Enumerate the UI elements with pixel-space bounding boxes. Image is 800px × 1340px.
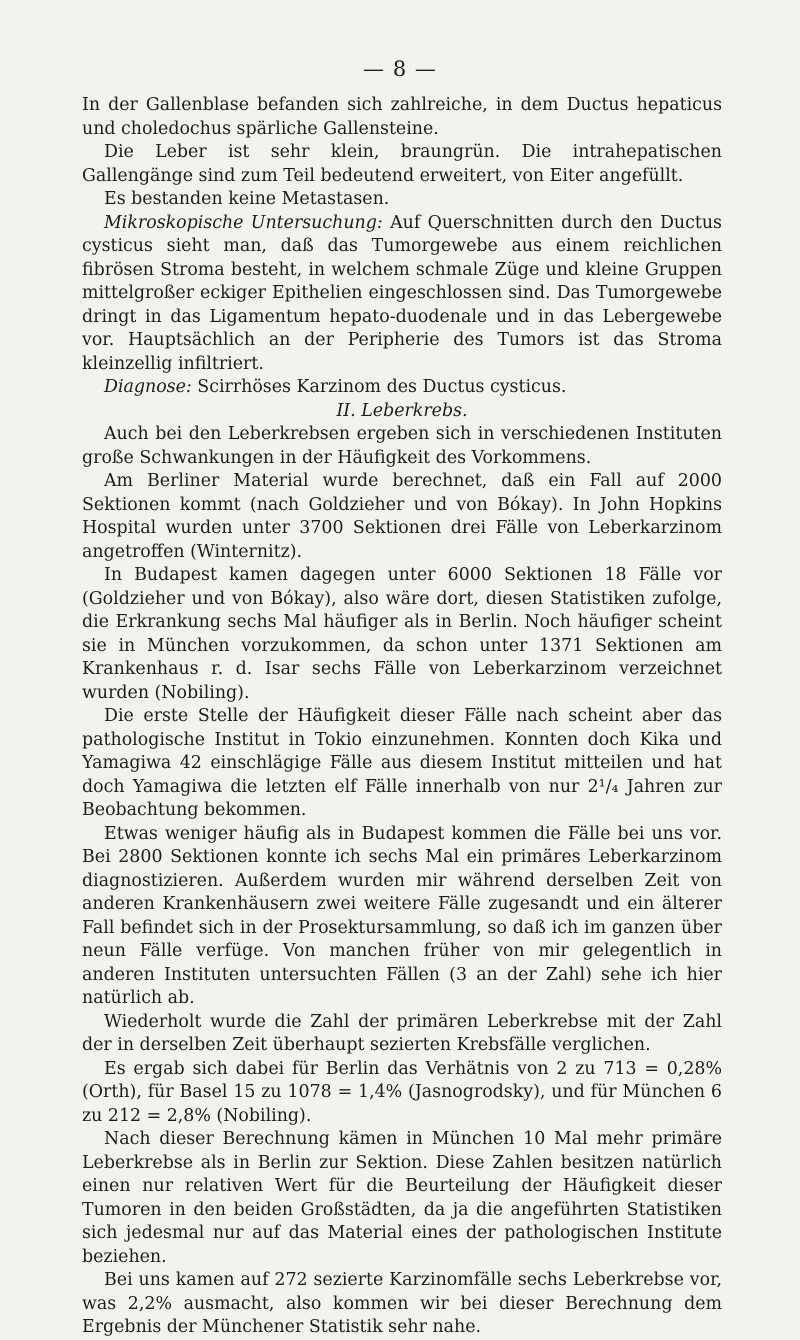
paragraph-text: Auf Querschnitten durch den Ductus cysticus sieht man, daß das Tumorgewebe aus einem reichlichen fibrösen Stroma besteht, in welchem schmale Züge und kleine Gruppen mittelgroßer eckiger Epithelien eingeschlossen sind. Das Tumorgewebe dringt in das Ligamentum hepato-duodenale und in das Lebergewebe vor. Hauptsächlich an der Peripherie des Tumors ist das Stroma kleinzellig infiltriert. <box>82 212 722 374</box>
paragraph: Am Berliner Material wurde berechnet, daß ein Fall auf 2000 Sektionen kommt (nach Goldzieher und von Bókay). In John Hopkins Hospital wurden unter 3700 Sektionen drei Fälle von Leberkarzinom angetroffen (Winternitz). <box>82 471 722 562</box>
page-body <box>82 94 722 1340</box>
section-heading: II. Leberkrebs. <box>336 400 468 421</box>
paragraph: Die erste Stelle der Häufigkeit dieser Fälle nach scheint aber das pathologische Institut in Tokio einzunehmen. Konnten doch Kika und Yamagiwa 42 einschlägige Fälle aus diesem Institut mitteilen und hat doch Yamagiwa die letzten elf Fälle innerhalb von nur 2¹/₄ Jahren zur Beobachtung bekommen. <box>82 706 722 820</box>
lead-micro: Mikroskopische Untersuchung: <box>104 212 383 233</box>
paragraph-micro <box>82 212 722 377</box>
paragraph-text: Scirrhöses Karzinom des Ductus cysticus. <box>197 377 567 397</box>
paragraph: Wiederholt wurde die Zahl der primären Leberkrebse mit der Zahl der in derselben Zeit überhaupt sezierten Krebsfälle verglichen. <box>82 1011 722 1055</box>
paragraph: Nach dieser Berechnung kämen in München 10 Mal mehr primäre Leberkrebse als in Berlin zur Sektion. Diese Zahlen besitzen natürlich einen nur relativen Wert für die Beurteilung der Häufigkeit dieser Tumoren in den beiden Großstädten, da ja die angeführten Statistiken sich jedesmal nur auf das Material eines der pathologischen Institute beziehen. <box>82 1129 722 1267</box>
page-number: — 8 — <box>363 57 437 81</box>
paragraph: Die Leber ist sehr klein, braungrün. Die intrahepatischen Gallengänge sind zum Teil bedeutend erweitert, von Eiter angefüllt. <box>82 142 722 186</box>
paragraph: Bei uns kamen auf 272 sezierte Karzinomfälle sechs Leberkrebse vor, was 2,2% ausmacht, also kommen wir bei dieser Berechnung dem Ergebnis der Münchener Statistik sehr nahe. <box>82 1270 722 1337</box>
lead-diagnosis: Diagnose: <box>104 377 192 397</box>
paragraph: Es ergab sich dabei für Berlin das Verhätnis von 2 zu 713 = 0,28% (Orth), für Basel 15 zu 1078 = 1,4% (Jasnogrodsky), und für München 6 zu 212 = 2,8% (Nobiling). <box>82 1058 722 1126</box>
paragraph: Auch bei den Leberkrebsen ergeben sich in verschiedenen Instituten große Schwankungen in der Häufigkeit des Vorkommens. <box>82 424 722 468</box>
paragraph: Es bestanden keine Metastasen. <box>104 189 390 209</box>
paragraph: Etwas weniger häufig als in Budapest kommen die Fälle bei uns vor. Bei 2800 Sektionen konnte ich sechs Mal ein primäres Leberkarzinom diagnostizieren. Außerdem wurden mir während derselben Zeit von anderen Krankenhäusern zwei weitere Fälle zugesandt und ein älterer Fall befindet sich in der Prosektursammlung, so daß ich im ganzen über neun Fälle verfüge. Von manchen früher von mir gelegentlich in anderen Instituten untersuchten Fällen (3 an der Zahl) sehe ich hier natürlich ab. <box>82 823 722 1008</box>
paragraph: In der Gallenblase befanden sich zahlreiche, in dem Ductus hepaticus und choledochus spärliche Gallensteine. <box>82 95 722 139</box>
paragraph: In Budapest kamen dagegen unter 6000 Sektionen 18 Fälle vor (Goldzieher und von Bókay), also wäre dort, diesen Statistiken zufolge, die Erkrankung sechs Mal häufiger als in Berlin. Noch häufiger scheint sie in München vorzukommen, da schon unter 1371 Sektionen am Krankenhaus r. d. Isar sechs Fälle von Leberkarzinom verzeichnet wurden (Nobiling). <box>82 565 722 703</box>
paragraph-diagnosis <box>82 376 722 400</box>
